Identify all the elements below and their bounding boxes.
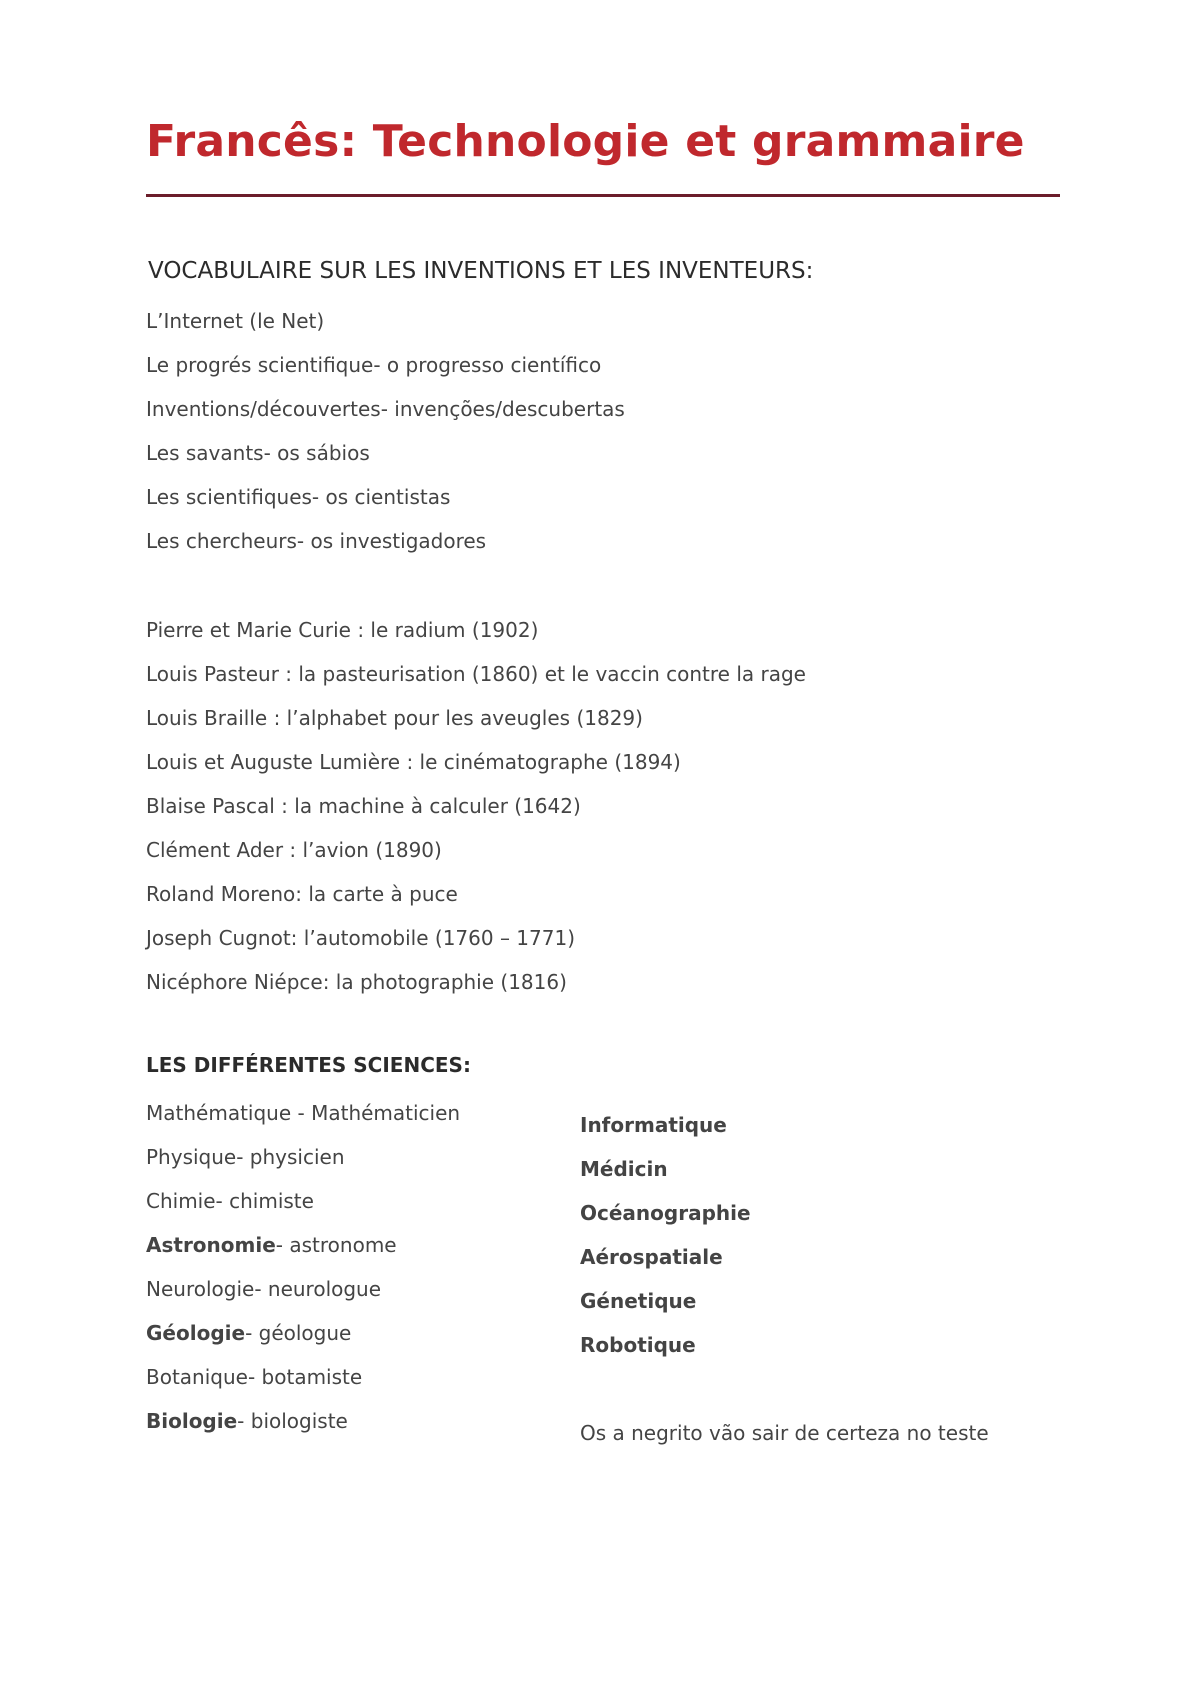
- science-bold-item: Robotique: [580, 1333, 696, 1357]
- title-divider: [146, 194, 1060, 197]
- inventor-item: Louis Braille : l’alphabet pour les aveugles (1829): [146, 706, 643, 730]
- inventor-item: Joseph Cugnot: l’automobile (1760 – 1771): [146, 926, 576, 950]
- document-title: Francês: Technologie et grammaire: [146, 116, 1025, 167]
- science-practitioner: - botamiste: [247, 1365, 363, 1389]
- science-item: [146, 1365, 362, 1389]
- science-item: [146, 1321, 351, 1345]
- science-item: [146, 1233, 397, 1257]
- science-bold-item: Informatique: [580, 1113, 727, 1137]
- science-practitioner: - physicien: [236, 1145, 345, 1169]
- test-note: Os a negrito vão sair de certeza no teste: [580, 1421, 989, 1445]
- vocab-item: L’Internet (le Net): [146, 309, 325, 333]
- inventor-item: Louis et Auguste Lumière : le cinématographe (1894): [146, 750, 681, 774]
- vocab-item: Les chercheurs- os investigadores: [146, 529, 487, 553]
- vocab-item: Les scientifiques- os cientistas: [146, 485, 451, 509]
- inventor-item: Blaise Pascal : la machine à calculer (1642): [146, 794, 581, 818]
- inventor-item: Nicéphore Niépce: la photographie (1816): [146, 970, 567, 994]
- science-bold-item: Génetique: [580, 1289, 697, 1313]
- vocab-heading: VOCABULAIRE SUR LES INVENTIONS ET LES INVENTEURS:: [148, 258, 814, 284]
- inventor-item: Clément Ader : l’avion (1890): [146, 838, 442, 862]
- science-term-bold: Géologie: [146, 1321, 246, 1345]
- science-term: Botanique: [146, 1365, 248, 1389]
- science-item: [146, 1409, 348, 1433]
- science-practitioner: - chimiste: [215, 1189, 314, 1213]
- science-practitioner: - biologiste: [237, 1409, 348, 1433]
- science-practitioner: - géologue: [245, 1321, 352, 1345]
- science-item: [146, 1189, 314, 1213]
- science-item: [146, 1101, 460, 1125]
- science-item: [146, 1277, 381, 1301]
- science-term: Chimie: [146, 1189, 216, 1213]
- science-bold-item: Médicin: [580, 1157, 668, 1181]
- vocab-item: Inventions/découvertes- invenções/descubertas: [146, 397, 625, 421]
- sciences-heading: LES DIFFÉRENTES SCIENCES:: [146, 1053, 471, 1077]
- science-term-bold: Astronomie: [146, 1233, 276, 1257]
- inventor-item: Pierre et Marie Curie : le radium (1902): [146, 618, 539, 642]
- science-bold-item: Aérospatiale: [580, 1245, 723, 1269]
- science-term: Mathématique: [146, 1101, 292, 1125]
- science-term: Neurologie: [146, 1277, 255, 1301]
- science-term: Physique: [146, 1145, 237, 1169]
- vocab-item: Les savants- os sábios: [146, 441, 370, 465]
- science-bold-item: Océanographie: [580, 1201, 751, 1225]
- science-practitioner: - Mathématicien: [291, 1101, 461, 1125]
- inventor-item: Louis Pasteur : la pasteurisation (1860) et le vaccin contre la rage: [146, 662, 806, 686]
- science-practitioner: - neurologue: [254, 1277, 382, 1301]
- vocab-item: Le progrés scientifique- o progresso científico: [146, 353, 602, 377]
- science-item: [146, 1145, 345, 1169]
- science-practitioner: - astronome: [275, 1233, 397, 1257]
- science-term-bold: Biologie: [146, 1409, 238, 1433]
- inventor-item: Roland Moreno: la carte à puce: [146, 882, 458, 906]
